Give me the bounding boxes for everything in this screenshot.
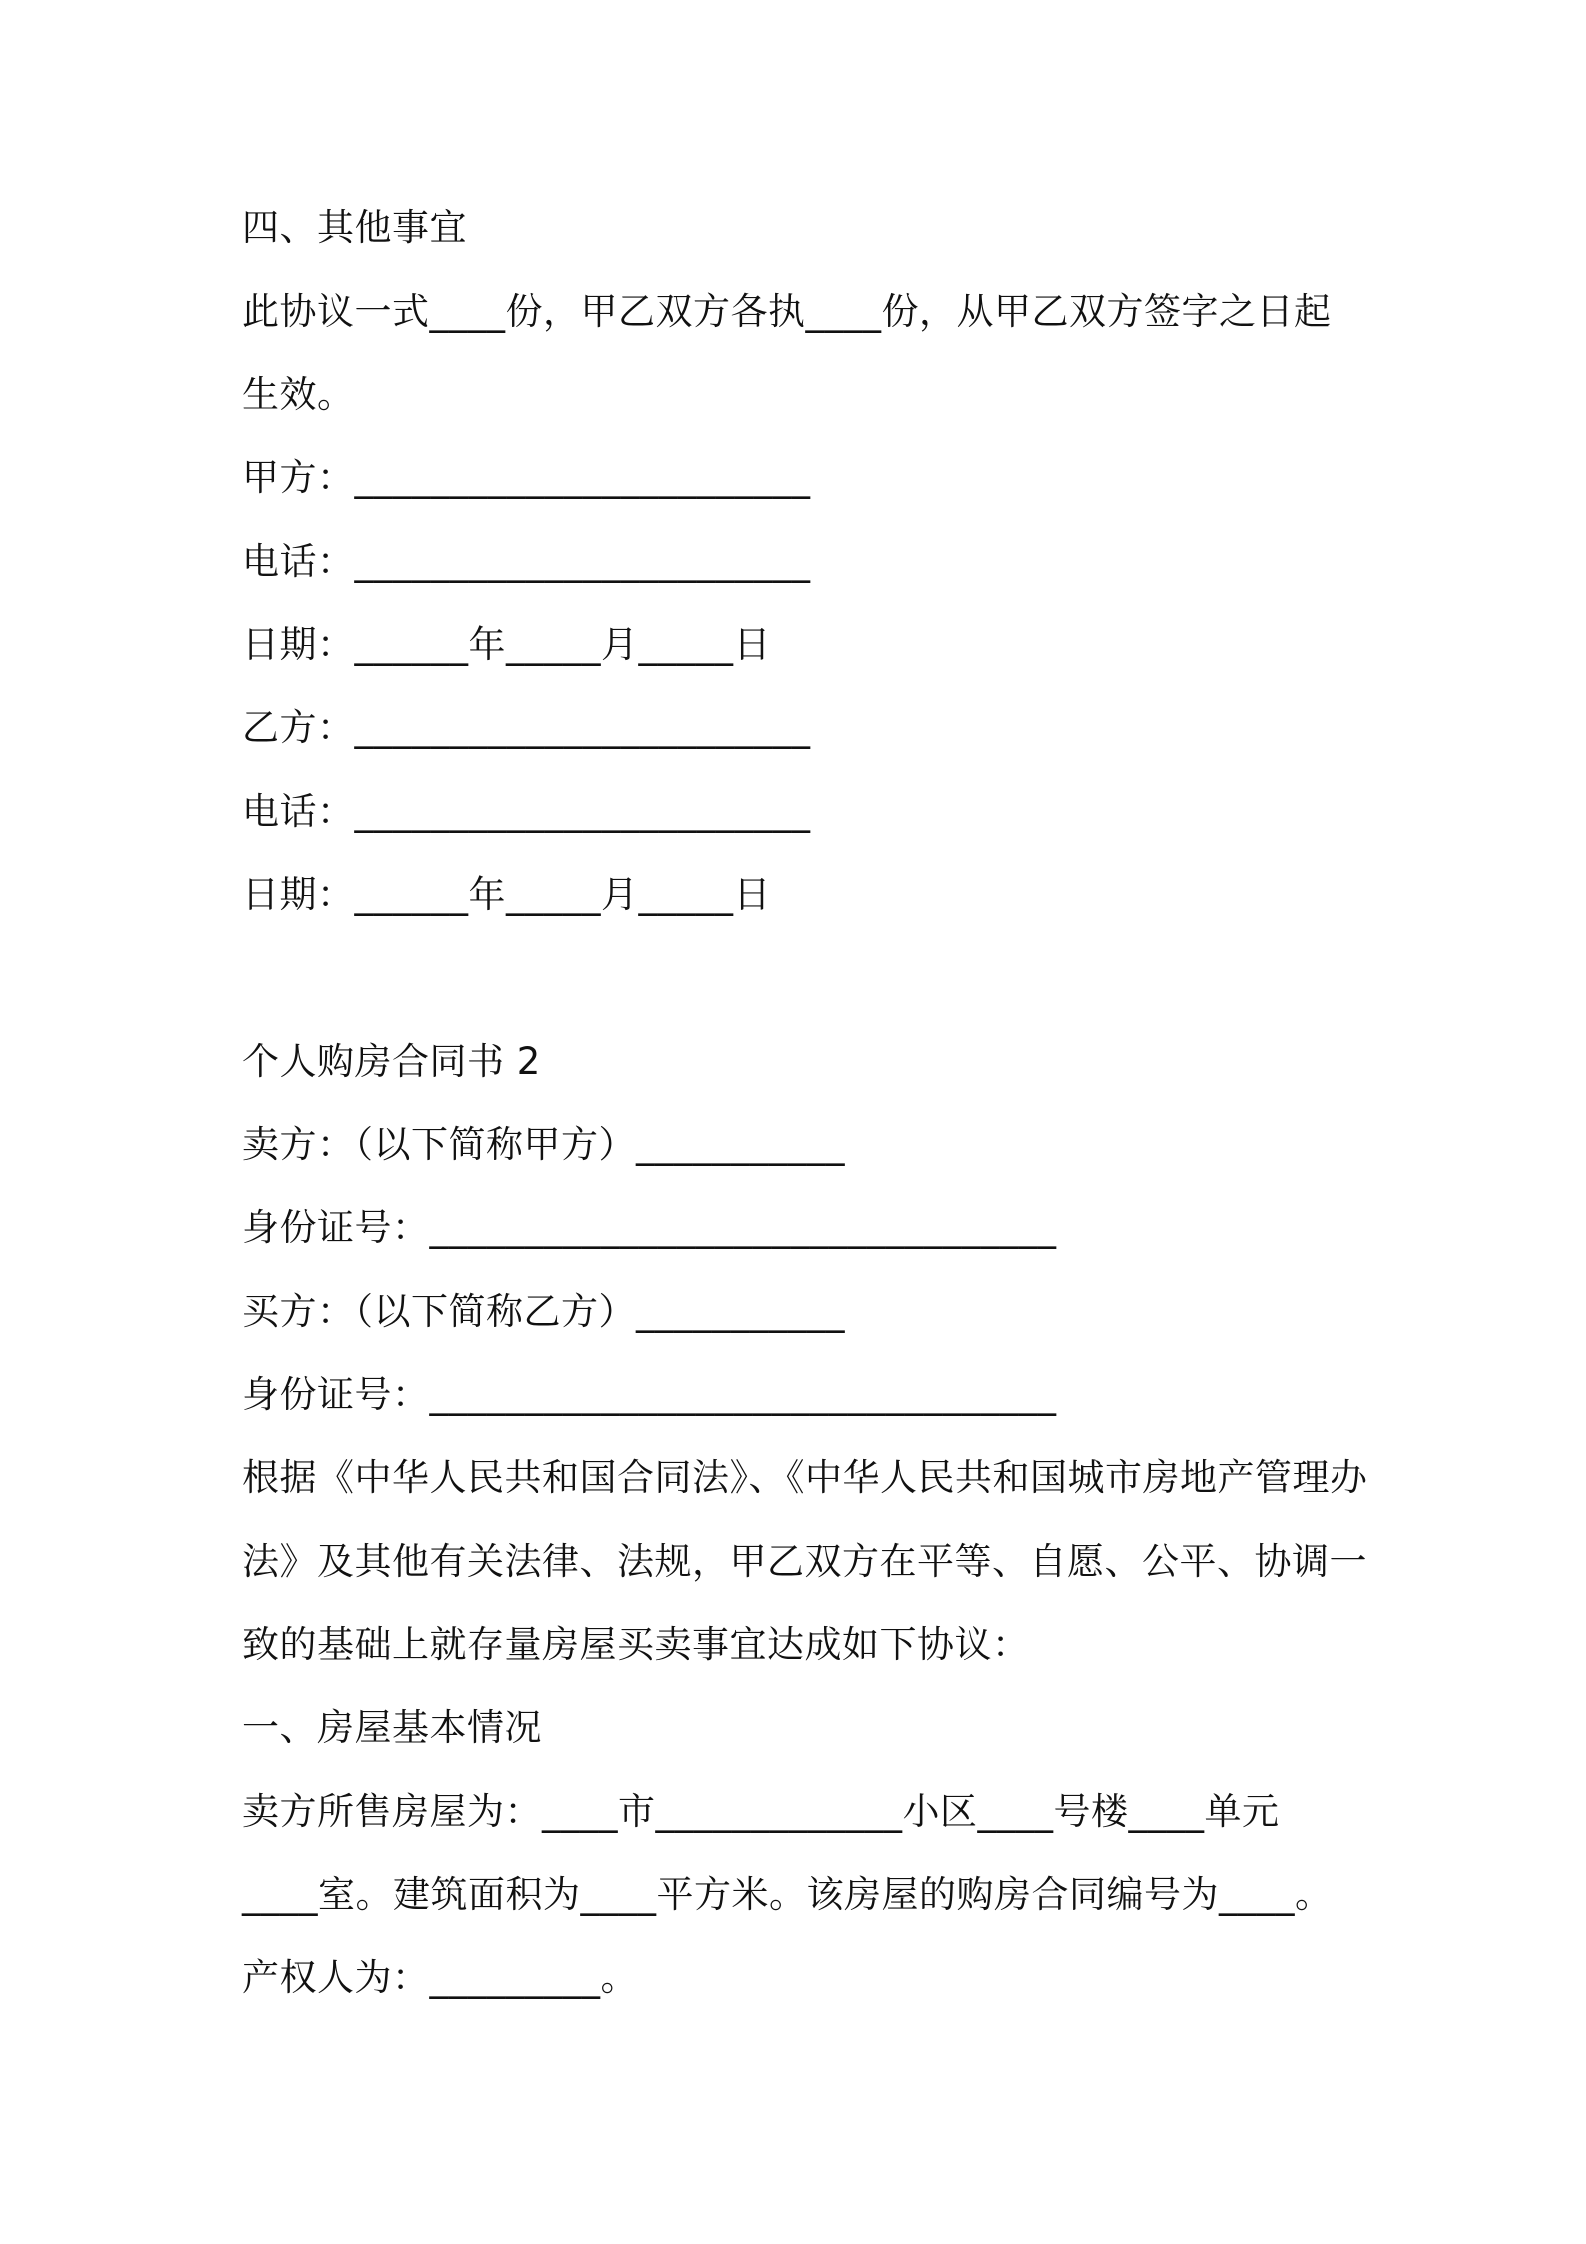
party-a-signature-field: 甲方：________________________ (242, 456, 811, 499)
preamble-line-2: 法》及其他有关法律、法规，甲乙双方在平等、自愿、公平、协调一 (242, 1540, 1367, 1583)
seller-id-field: 身份证号：_________________________________ (242, 1206, 1057, 1249)
buyer-field: 买方：（以下简称乙方）___________ (242, 1290, 845, 1333)
property-owner-field: 产权人为：_________。 (242, 1956, 638, 1999)
party-b-phone-field: 电话：________________________ (242, 790, 811, 833)
house-address-line-2: ____室。建筑面积为____平方米。该房屋的购房合同编号为____。 (242, 1873, 1333, 1916)
section-heading-house-info: 一、房屋基本情况 (242, 1706, 542, 1749)
party-b-signature-field: 乙方：________________________ (242, 706, 811, 749)
party-a-date-field: 日期：______年_____月_____日 (242, 623, 771, 666)
contract-title: 个人购房合同书 2 (242, 1040, 541, 1083)
preamble-line-3: 致的基础上就存量房屋买卖事宜达成如下协议： (242, 1623, 1030, 1666)
house-address-line-1: 卖方所售房屋为：____市_____________小区____号楼____单元 (242, 1790, 1280, 1833)
seller-field: 卖方：（以下简称甲方）___________ (242, 1123, 845, 1166)
paragraph-copies-line-2: 生效。 (242, 373, 355, 416)
section-heading-other-matters: 四、其他事宜 (242, 206, 467, 249)
paragraph-copies-line-1: 此协议一式____份，甲乙双方各执____份，从甲乙双方签字之日起 (242, 290, 1332, 333)
buyer-id-field: 身份证号：_________________________________ (242, 1373, 1057, 1416)
party-a-phone-field: 电话：________________________ (242, 540, 811, 583)
party-b-date-field: 日期：______年_____月_____日 (242, 873, 771, 916)
preamble-line-1: 根据《中华人民共和国合同法》、《中华人民共和国城市房地产管理办 (242, 1456, 1368, 1499)
